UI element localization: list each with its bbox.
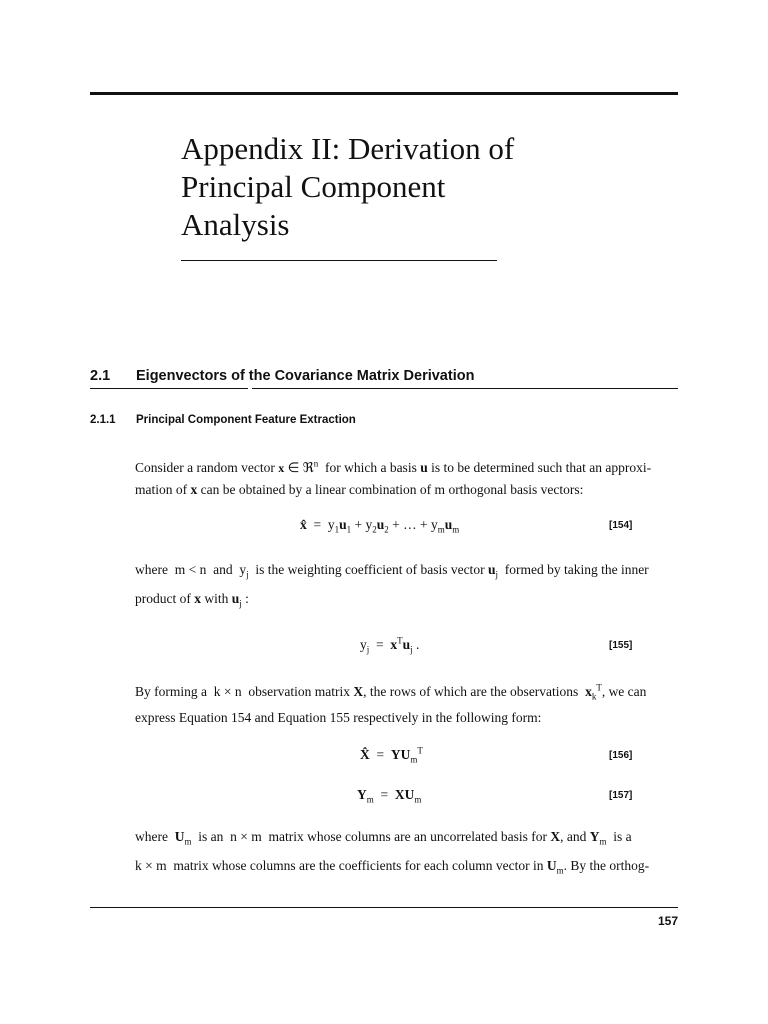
equation-number: [156] [609, 750, 633, 761]
section-title: Eigenvectors of the Covariance Matrix Derivation [136, 368, 475, 384]
title-line: Appendix II: Derivation of [181, 131, 515, 166]
section-number: 2.1 [90, 368, 111, 384]
equation: x̂ = $y_1u_1 + y_2u_2$ + … + $y_mu_m$ [300, 517, 460, 535]
paragraph-line: where $U_m$ is an n × m matrix whose columns are an uncorrelated basis for X, and $Y_m$ is a [135, 829, 632, 847]
paragraph-line: Consider a random vector x ∈ ℜ$^n$ for which a basis u is to be determined such that an approxi- [135, 458, 652, 475]
title-line: Principal Component [181, 169, 446, 204]
equation-number: [155] [609, 640, 633, 651]
subsection-number: 2.1.1 [90, 414, 116, 426]
section-rule [252, 388, 678, 389]
equation-number: [154] [609, 520, 633, 531]
equation-number: [157] [609, 790, 633, 801]
paragraph-line: mation of x can be obtained by a linear combination of m orthogonal basis vectors: [135, 482, 584, 497]
section-heading [90, 368, 474, 384]
equation: $Y_m = XU_m$ [357, 787, 422, 805]
top-rule [90, 92, 678, 95]
equation: X̂ = $YU_m^T$ [360, 745, 423, 765]
chapter-title [181, 130, 514, 244]
page-number: 157 [657, 914, 678, 928]
paragraph-line: product of x with $u_j$ : [135, 591, 249, 609]
equation: $y_j = x^Tu_j$ . [360, 635, 420, 655]
paragraph-line: By forming a k × n observation matrix X, the rows of which are the observations $x_k^T$, we can [135, 682, 647, 702]
subsection-heading [90, 414, 356, 426]
paragraph-line: express Equation 154 and Equation 155 respectively in the following form: [135, 710, 542, 725]
footer-rule [90, 907, 678, 908]
paragraph-line: k × m matrix whose columns are the coefficients for each column vector in $U_m$. By the orthog- [135, 858, 650, 876]
paragraph-line: where m < n and $y_j$ is the weighting coefficient of basis vector $u_j$ formed by taking the inner [135, 562, 649, 580]
title-line: Analysis [181, 207, 290, 242]
subsection-title: Principal Component Feature Extraction [136, 414, 356, 426]
section-rule [90, 388, 248, 389]
title-rule [181, 260, 497, 261]
